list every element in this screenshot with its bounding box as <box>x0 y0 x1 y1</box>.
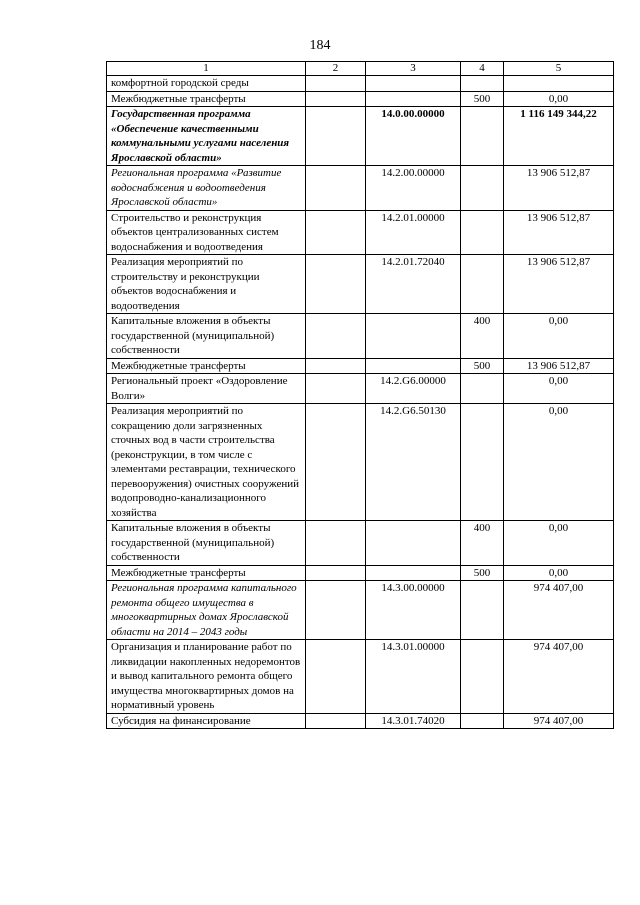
item-name-cell: комфортной городской среды <box>107 76 306 92</box>
expense-type-cell <box>461 76 504 92</box>
expense-type-cell <box>461 640 504 714</box>
item-name-cell: Межбюджетные трансферты <box>107 91 306 107</box>
amount-cell: 0,00 <box>504 314 614 359</box>
header-cell: 1 <box>107 62 306 76</box>
amount-cell: 0,00 <box>504 91 614 107</box>
table-row <box>107 210 614 255</box>
target-code-cell: 14.0.00.00000 <box>366 107 461 166</box>
table-row <box>107 107 614 166</box>
expense-type-cell: 400 <box>461 314 504 359</box>
table-row <box>107 581 614 640</box>
item-name-cell: Капитальные вложения в объекты государственной (муниципальной) собственности <box>107 521 306 566</box>
column-2-cell <box>306 255 366 314</box>
amount-cell: 0,00 <box>504 374 614 404</box>
amount-cell: 13 906 512,87 <box>504 358 614 374</box>
table-row <box>107 404 614 521</box>
target-code-cell <box>366 76 461 92</box>
target-code-cell: 14.3.00.00000 <box>366 581 461 640</box>
target-code-cell <box>366 91 461 107</box>
column-2-cell <box>306 358 366 374</box>
expense-type-cell: 500 <box>461 358 504 374</box>
target-code-cell: 14.2.01.72040 <box>366 255 461 314</box>
item-name-cell: Межбюджетные трансферты <box>107 358 306 374</box>
table-header-row <box>107 62 614 76</box>
table-row <box>107 713 614 729</box>
item-name-cell: Межбюджетные трансферты <box>107 565 306 581</box>
target-code-cell <box>366 314 461 359</box>
target-code-cell <box>366 358 461 374</box>
item-name-cell: Капитальные вложения в объекты государственной (муниципальной) собственности <box>107 314 306 359</box>
column-2-cell <box>306 107 366 166</box>
item-name-cell: Реализация мероприятий по строительству и реконструкции объектов водоснабжения и водоотведения <box>107 255 306 314</box>
target-code-cell <box>366 521 461 566</box>
item-name-cell: Реализация мероприятий по сокращению доли загрязненных сточных вод в части строительства (реконструкции, в том числе с элементами реставрации, технического перевооружения) очистных сооружений водопроводно-канализационного хозяйства <box>107 404 306 521</box>
expense-type-cell <box>461 374 504 404</box>
expense-type-cell: 500 <box>461 565 504 581</box>
target-code-cell: 14.2.G6.50130 <box>366 404 461 521</box>
column-2-cell <box>306 374 366 404</box>
target-code-cell: 14.2.01.00000 <box>366 210 461 255</box>
amount-cell: 13 906 512,87 <box>504 210 614 255</box>
target-code-cell: 14.2.G6.00000 <box>366 374 461 404</box>
table-row <box>107 521 614 566</box>
item-name-cell: Государственная программа «Обеспечение качественными коммунальными услугами населения Ярославской области» <box>107 107 306 166</box>
item-name-cell: Региональный проект «Оздоровление Волги» <box>107 374 306 404</box>
table-row <box>107 358 614 374</box>
expense-type-cell <box>461 210 504 255</box>
header-cell: 2 <box>306 62 366 76</box>
expense-type-cell <box>461 255 504 314</box>
table-row <box>107 166 614 211</box>
expense-type-cell <box>461 166 504 211</box>
table-row <box>107 76 614 92</box>
column-2-cell <box>306 76 366 92</box>
table-row <box>107 314 614 359</box>
column-2-cell <box>306 521 366 566</box>
column-2-cell <box>306 640 366 714</box>
amount-cell: 13 906 512,87 <box>504 255 614 314</box>
amount-cell: 974 407,00 <box>504 640 614 714</box>
column-2-cell <box>306 404 366 521</box>
amount-cell <box>504 76 614 92</box>
target-code-cell <box>366 565 461 581</box>
column-2-cell <box>306 713 366 729</box>
item-name-cell: Субсидия на финансирование <box>107 713 306 729</box>
expense-type-cell: 500 <box>461 91 504 107</box>
table-row <box>107 374 614 404</box>
budget-table <box>106 61 614 729</box>
table-row <box>107 640 614 714</box>
page-number: 184 <box>309 38 331 53</box>
amount-cell: 0,00 <box>504 521 614 566</box>
column-2-cell <box>306 166 366 211</box>
column-2-cell <box>306 314 366 359</box>
table-row <box>107 565 614 581</box>
column-2-cell <box>306 565 366 581</box>
item-name-cell: Региональная программа «Развитие водоснабжения и водоотведения Ярославской области» <box>107 166 306 211</box>
item-name-cell: Региональная программа капитального ремонта общего имущества в многоквартирных домах Ярославской области на 2014 – 2043 годы <box>107 581 306 640</box>
expense-type-cell <box>461 581 504 640</box>
expense-type-cell <box>461 713 504 729</box>
column-2-cell <box>306 91 366 107</box>
amount-cell: 0,00 <box>504 404 614 521</box>
amount-cell: 13 906 512,87 <box>504 166 614 211</box>
header-cell: 3 <box>366 62 461 76</box>
item-name-cell: Строительство и реконструкция объектов централизованных систем водоснабжения и водоотведения <box>107 210 306 255</box>
target-code-cell: 14.2.00.00000 <box>366 166 461 211</box>
expense-type-cell: 400 <box>461 521 504 566</box>
column-2-cell <box>306 581 366 640</box>
amount-cell: 0,00 <box>504 565 614 581</box>
column-2-cell <box>306 210 366 255</box>
header-cell: 5 <box>504 62 614 76</box>
expense-type-cell <box>461 107 504 166</box>
table-row <box>107 91 614 107</box>
amount-cell: 974 407,00 <box>504 581 614 640</box>
target-code-cell: 14.3.01.00000 <box>366 640 461 714</box>
target-code-cell: 14.3.01.74020 <box>366 713 461 729</box>
header-cell: 4 <box>461 62 504 76</box>
table-row <box>107 255 614 314</box>
amount-cell: 974 407,00 <box>504 713 614 729</box>
expense-type-cell <box>461 404 504 521</box>
item-name-cell: Организация и планирование работ по ликвидации накопленных недоремонтов и вывод капитального ремонта общего имущества многоквартирных домов на нормативный уровень <box>107 640 306 714</box>
amount-cell: 1 116 149 344,22 <box>504 107 614 166</box>
